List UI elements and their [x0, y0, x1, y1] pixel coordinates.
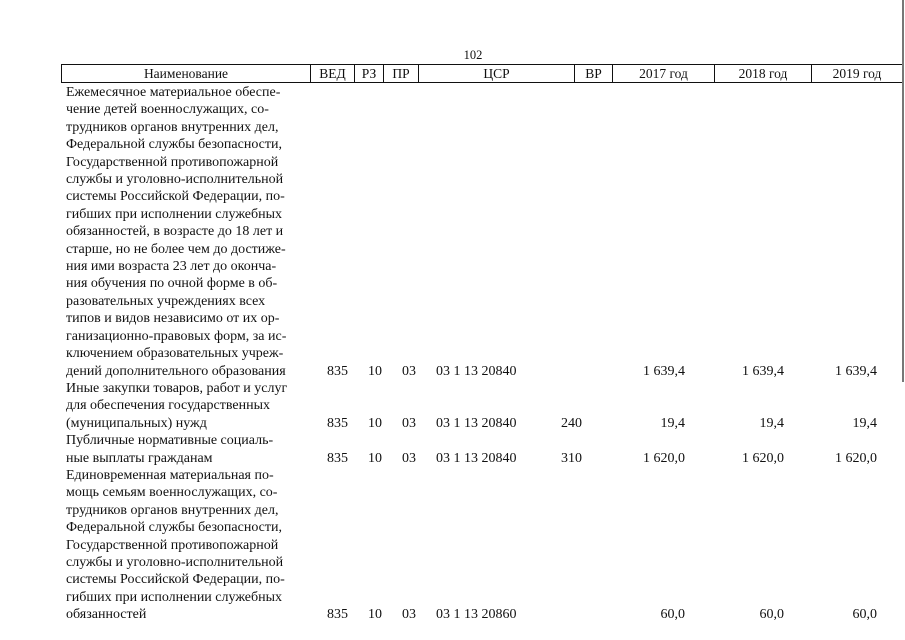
cell-pr: 03 [402, 607, 416, 623]
cell-rz: 10 [368, 415, 382, 431]
cell-rz: 10 [368, 450, 382, 466]
cell-y2019: 60,0 [852, 607, 877, 623]
cell-csr: 03 1 13 20860 [436, 607, 517, 623]
cell-y2017: 1 639,4 [643, 363, 685, 379]
row-name-line: Ежемесячное материальное обеспе- [66, 85, 281, 100]
row-name-line: ганизационно-правовых форм, за ис- [66, 328, 287, 344]
header-ved: ВЕД [311, 65, 355, 83]
row-name-line: типов и видов независимо от их ор- [66, 311, 280, 327]
row-name-line: системы Российской Федерации, по- [66, 572, 285, 588]
row-name [66, 432, 312, 467]
row-name-line: ния обучения по очной форме в об- [66, 276, 278, 292]
cell-vr: 310 [561, 450, 582, 466]
cell-csr: 03 1 13 20840 [436, 363, 517, 379]
cell-ved: 835 [327, 607, 348, 623]
cell-y2018: 1 620,0 [742, 450, 784, 466]
row-name-line: Федеральной службы безопасности, [66, 520, 283, 536]
row-name [66, 84, 312, 380]
row-name-line: службы и уголовно-исполнительной [66, 554, 284, 570]
row-name [66, 467, 312, 624]
cell-vr: 240 [561, 415, 582, 431]
cell-y2018: 60,0 [759, 607, 784, 623]
row-name-line: ключением образовательных учреж- [66, 346, 284, 362]
table-row [0, 432, 905, 467]
row-name-line: ния ими возраста 23 лет до оконча- [66, 259, 277, 275]
header-2017: 2017 год [613, 65, 715, 83]
cell-y2018: 1 639,4 [742, 363, 784, 379]
scan-edge-line [902, 0, 904, 382]
header-2019: 2019 год [812, 65, 903, 83]
row-name [66, 380, 312, 432]
cell-pr: 03 [402, 415, 416, 431]
row-name-line: Иные закупки товаров, работ и услуг [66, 380, 288, 396]
cell-csr: 03 1 13 20840 [436, 450, 517, 466]
row-name-line: Государственной противопожарной [66, 537, 279, 553]
cell-y2017: 60,0 [660, 607, 685, 623]
row-name-line: Единовременная материальная по- [66, 467, 274, 483]
row-name-line: обязанностей, в возрасте до 18 лет и [66, 224, 284, 240]
cell-csr: 03 1 13 20840 [436, 415, 517, 431]
row-name-line: разовательных учреждениях всех [66, 293, 266, 309]
cell-y2019: 1 639,4 [835, 363, 877, 379]
row-name-line: Федеральной службы безопасности, [66, 137, 283, 153]
page-number: 102 [463, 48, 483, 62]
cell-ved: 835 [327, 363, 348, 379]
cell-y2017: 1 620,0 [643, 450, 685, 466]
header-vr: ВР [575, 65, 613, 83]
row-name-line: обязанностей [66, 607, 147, 623]
cell-ved: 835 [327, 415, 348, 431]
row-name-line: трудников органов внутренних дел, [66, 119, 279, 135]
cell-pr: 03 [402, 363, 416, 379]
table-row [0, 380, 905, 432]
header-rz: РЗ [355, 65, 384, 83]
row-name-line: мощь семьям военнослужащих, со- [66, 485, 278, 501]
cell-y2019: 19,4 [852, 415, 877, 431]
row-name-line: трудников органов внутренних дел, [66, 502, 279, 518]
cell-rz: 10 [368, 607, 382, 623]
row-name-line: Публичные нормативные социаль- [66, 433, 274, 449]
cell-y2019: 1 620,0 [835, 450, 877, 466]
cell-y2018: 19,4 [759, 415, 784, 431]
header-2018: 2018 год [715, 65, 812, 83]
cell-rz: 10 [368, 363, 382, 379]
header-pr: ПР [384, 65, 419, 83]
row-name-line: для обеспечения государственных [66, 398, 270, 414]
table-row [0, 467, 905, 624]
header-csr: ЦСР [419, 65, 575, 83]
table-row [0, 84, 905, 380]
cell-y2017: 19,4 [660, 415, 685, 431]
row-name-line: ные выплаты гражданам [66, 450, 213, 466]
header-name: Наименование [62, 65, 311, 83]
row-name-line: старше, но не более чем до достиже- [66, 241, 286, 257]
row-name-line: гибших при исполнении служебных [66, 589, 283, 605]
row-name-line: системы Российской Федерации, по- [66, 189, 285, 205]
cell-ved: 835 [327, 450, 348, 466]
row-name-line: гибших при исполнении служебных [66, 206, 283, 222]
row-name-line: службы и уголовно-исполнительной [66, 172, 284, 188]
table-body [0, 84, 905, 624]
cell-pr: 03 [402, 450, 416, 466]
row-name-line: дений дополнительного образования [66, 363, 286, 379]
row-name-line: (муниципальных) нужд [66, 415, 207, 431]
table-header [61, 64, 903, 83]
row-name-line: чение детей военнослужащих, со- [66, 102, 269, 118]
row-name-line: Государственной противопожарной [66, 154, 279, 170]
